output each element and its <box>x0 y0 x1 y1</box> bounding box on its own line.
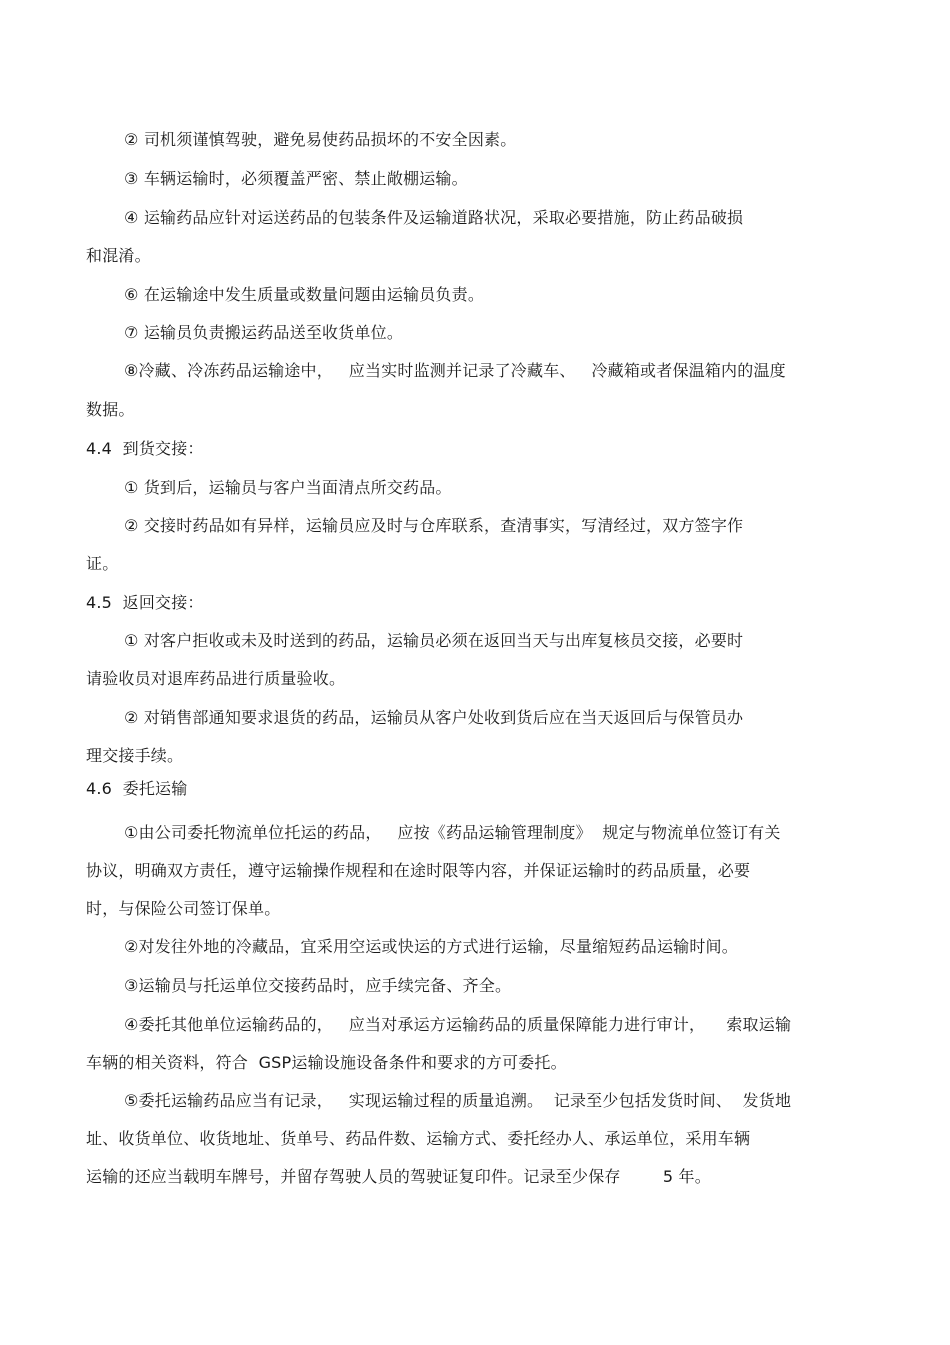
item-packaging-measures: ④ 运输药品应针对运送药品的包装条件及运输道路状况，采取必要措施，防止药品破损 <box>124 208 744 227</box>
item-cold-chain-monitoring: ⑧冷藏、冷冻药品运输途中， 应当实时监测并记录了冷藏车、 冷藏箱或者保温箱内的温度 <box>124 361 786 380</box>
item-carrier-audit: ④委托其他单位运输药品的， 应当对承运方运输药品的质量保障能力进行审计， 索取运输 <box>124 1015 792 1034</box>
section-heading-4-6: 4.6 委托运输 <box>86 779 188 798</box>
item-transport-records-cont2: 运输的还应当载明车牌号，并留存驾驶人员的驾驶证复印件。记录至少保存 5 年。 <box>86 1167 711 1186</box>
item-carry-to-receiver: ⑦ 运输员负责搬运药品送至收货单位。 <box>124 323 404 342</box>
item-transit-issues: ⑥ 在运输途中发生质量或数量问题由运输员负责。 <box>124 285 485 304</box>
item-rejected-goods: ① 对客户拒收或未及时送到的药品，运输员必须在返回当天与出库复核员交接，必要时 <box>124 631 744 650</box>
item-vehicle-covering: ③ 车辆运输时，必须覆盖严密、禁止敞棚运输。 <box>124 169 468 188</box>
section-heading-4-5: 4.5 返回交接： <box>86 593 204 612</box>
item-packaging-measures-cont: 和混淆。 <box>86 246 151 265</box>
item-return-goods-cont: 理交接手续。 <box>86 746 184 765</box>
item-logistics-agreement: ①由公司委托物流单位托运的药品， 应按《药品运输管理制度》 规定与物流单位签订有关 <box>124 823 781 842</box>
item-cold-chain-monitoring-cont: 数据。 <box>86 400 135 419</box>
item-anomaly-handover-cont: 证。 <box>86 554 119 573</box>
item-anomaly-handover: ② 交接时药品如有异样，运输员应及时与仓库联系，查清事实，写清经过，双方签字作 <box>124 516 744 535</box>
item-handover-formalities: ③运输员与托运单位交接药品时，应手续完备、齐全。 <box>124 976 512 995</box>
item-count-on-arrival: ① 货到后，运输员与客户当面清点所交药品。 <box>124 478 452 497</box>
item-transport-records: ⑤委托运输药品应当有记录， 实现运输过程的质量追溯。 记录至少包括发货时间、 发货地 <box>124 1091 792 1110</box>
item-carrier-audit-cont: 车辆的相关资料，符合 GSP运输设施设备条件和要求的方可委托。 <box>86 1053 567 1072</box>
item-logistics-agreement-cont2: 时，与保险公司签订保单。 <box>86 899 281 918</box>
item-transport-records-cont1: 址、收货单位、收货地址、货单号、药品件数、运输方式、委托经办人、承运单位，采用车辆 <box>86 1129 751 1148</box>
item-logistics-agreement-cont1: 协议，明确双方责任，遵守运输操作规程和在途时限等内容，并保证运输时的药品质量，必要 <box>86 861 751 880</box>
item-cold-storage-shipping: ②对发往外地的冷藏品，宜采用空运或快运的方式进行运输，尽量缩短药品运输时间。 <box>124 937 738 956</box>
item-return-goods: ② 对销售部通知要求退货的药品，运输员从客户处收到货后应在当天返回后与保管员办 <box>124 708 744 727</box>
item-careful-driving: ② 司机须谨慎驾驶，避免易使药品损坏的不安全因素。 <box>124 130 517 149</box>
section-heading-4-4: 4.4 到货交接： <box>86 439 204 458</box>
item-rejected-goods-cont: 请验收员对退库药品进行质量验收。 <box>86 669 346 688</box>
